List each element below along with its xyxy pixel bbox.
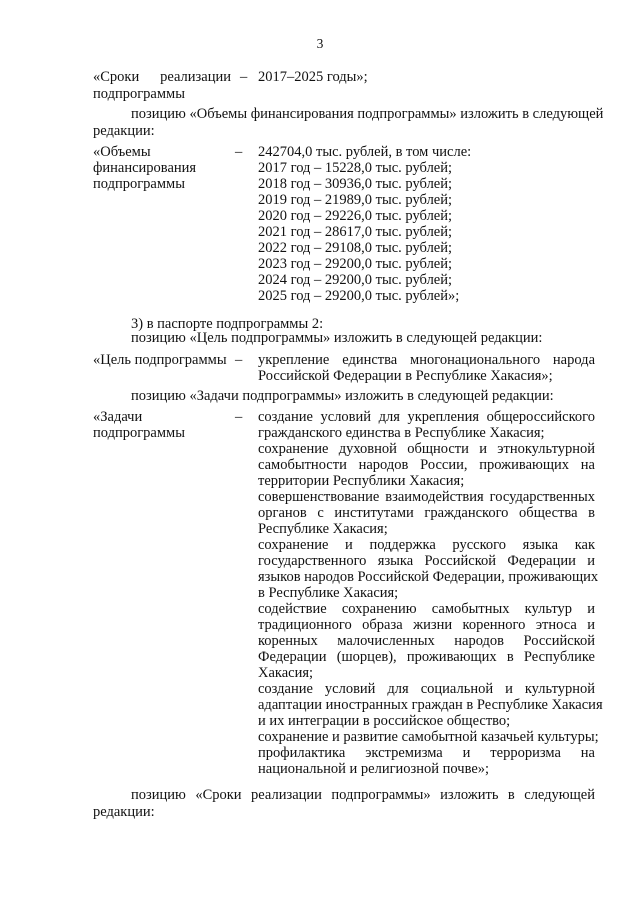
block4-right-line: совершенствование взаимодействия государственных [258, 489, 595, 505]
para4-line2: редакции: [93, 804, 155, 820]
block2-right-line: 2025 год – 29200,0 тыс. рублей»; [258, 288, 460, 304]
block1-dash: – [240, 69, 248, 85]
block2-right-line: 2021 год – 28617,0 тыс. рублей; [258, 224, 453, 240]
page-number: 3 [316, 36, 324, 51]
block3-dash: – [235, 352, 243, 368]
block3-line1: укрепление единства многонационального народа [258, 352, 595, 368]
block2-dash: – [235, 144, 243, 160]
block4-right-line: Хакасия; [258, 665, 314, 681]
para1-line2: редакции: [93, 123, 155, 139]
block4-dash: – [235, 409, 243, 425]
block4-right-line: национальной и религиозной почве»; [258, 761, 490, 777]
block4-right-line: адаптации иностранных граждан в Республике Хакасия [258, 697, 603, 713]
block2-right-line: 2020 год – 29226,0 тыс. рублей; [258, 208, 453, 224]
block4-right-line: территории Республики Хакасия; [258, 473, 465, 489]
block1-right: 2017–2025 годы»; [258, 69, 368, 85]
block3-line2: Российской Федерации в Республике Хакасия»; [258, 368, 553, 384]
block1-left-line2: подпрограммы [93, 86, 185, 102]
block4-right-line: Республике Хакасия; [258, 521, 388, 537]
block4-right-line: содействие сохранению самобытных культур и [258, 601, 595, 617]
block4-right-line: гражданского единства в Республике Хакасия; [258, 425, 545, 441]
para4-line1: позицию «Сроки реализации подпрограммы» изложить в следующей [131, 787, 595, 803]
block2-right-line: 2017 год – 15228,0 тыс. рублей; [258, 160, 453, 176]
block2-right-line: 2019 год – 21989,0 тыс. рублей; [258, 192, 453, 208]
block4-right-line: Федерации (шорцев), проживающих в Республике [258, 649, 595, 665]
block2-left-line: «Объемы [93, 144, 151, 160]
para3-line: позицию «Задачи подпрограммы» изложить в следующей редакции: [131, 388, 554, 404]
block4-right-line: в Республике Хакасия; [258, 585, 399, 601]
block1-left-line1: «Сроки реализации [93, 69, 231, 85]
block4-right-line: коренных малочисленных народов Российской [258, 633, 595, 649]
block2-left-line: финансирования [93, 160, 197, 176]
para1-line1: позицию «Объемы финансирования подпрограммы» изложить в следующей [131, 106, 604, 122]
block2-right-line: 2018 год – 30936,0 тыс. рублей; [258, 176, 453, 192]
block2-right-line: 2024 год – 29200,0 тыс. рублей; [258, 272, 453, 288]
block4-right-line: языков народов Российской Федерации, проживающих [258, 569, 599, 585]
block3-left: «Цель подпрограммы [93, 352, 227, 368]
block4-right-line: самобытности народов России, проживающих на [258, 457, 595, 473]
block4-right-line: создание условий для укрепления общероссийского [258, 409, 595, 425]
block4-right-line: создание условий для социальной и культурной [258, 681, 595, 697]
block4-right-line: и их интеграции в российское общество; [258, 713, 511, 729]
para2-line: позицию «Цель подпрограммы» изложить в следующей редакции: [131, 330, 543, 346]
block4-right-line: государственного языка Российской Федерации и [258, 553, 595, 569]
block2-right-line: 242704,0 тыс. рублей, в том числе: [258, 144, 472, 160]
block2-right-line: 2023 год – 29200,0 тыс. рублей; [258, 256, 453, 272]
block4-right-line: сохранение и поддержка русского языка как [258, 537, 595, 553]
block4-right-line: сохранение и развитие самобытной казачьей культуры; [258, 729, 599, 745]
block4-left-line: «Задачи [93, 409, 143, 425]
block2-left-line: подпрограммы [93, 176, 185, 192]
block4-left-line: подпрограммы [93, 425, 185, 441]
block2-right-line: 2022 год – 29108,0 тыс. рублей; [258, 240, 453, 256]
block4-right-line: профилактика экстремизма и терроризма на [258, 745, 595, 761]
block4-right-line: органов с институтами гражданского общества в [258, 505, 595, 521]
block4-right-line: традиционного образа жизни коренного этноса и [258, 617, 595, 633]
item3-line: 3) в паспорте подпрограммы 2: [131, 316, 324, 332]
block4-right-line: сохранение духовной общности и этнокультурной [258, 441, 595, 457]
